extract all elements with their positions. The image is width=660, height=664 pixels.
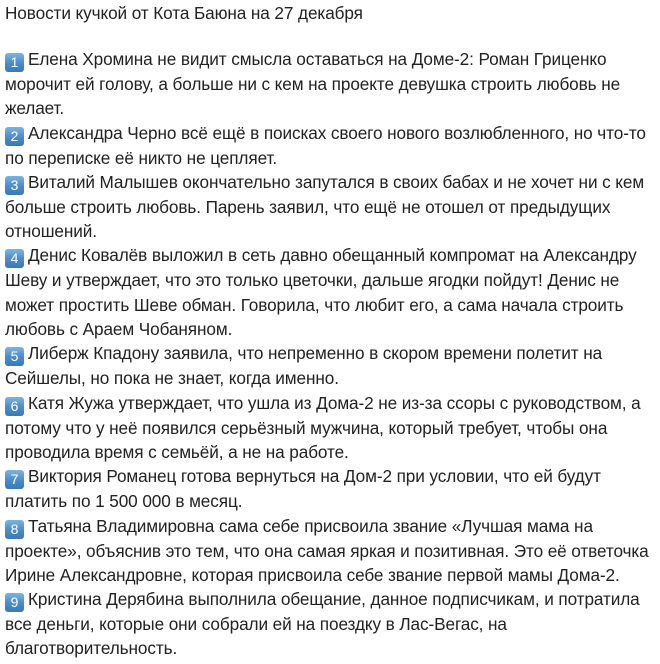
news-item-9	[5, 587, 654, 661]
news-item-text: Катя Жужа утверждает, что ушла из Дома-2 не из-за ссоры с руководством, а потому что у неё появился серьёзный мужчина, который требует, чтобы она проводила время с семьёй, а не на работе.	[5, 392, 641, 462]
news-item-8	[5, 514, 654, 588]
news-item-6	[5, 391, 654, 465]
keycap-4-icon: 4	[5, 249, 24, 268]
news-item-text: Кристина Дерябина выполнила обещание, данное подписчикам, и потратила все деньги, которые они собрали ей на поездку в Лас-Вегас, на благотворительность.	[5, 589, 640, 659]
news-item-text: Виталий Малышев окончательно запутался в своих бабах и не хочет ни с кем больше строить любовь. Парень заявил, что ещё не отошел от предыдущих отношений.	[5, 171, 645, 242]
news-item-7	[5, 464, 654, 513]
keycap-2-icon: 2	[5, 127, 24, 146]
keycap-5-icon: 5	[5, 347, 24, 366]
news-item-text: Елена Хромина не видит смысла оставаться на Доме-2: Роман Гриценко морочит ей голову, а больше ни с кем на проекте девушка строить любовь не желает.	[5, 49, 621, 119]
news-item-text: Виктория Романец готова вернуться на Дом-2 при условии, что ей будут платить по 1 500 000 в месяц.	[5, 466, 601, 512]
news-item-text: Татьяна Владимировна сама себе присвоила звание «Лучшая мама на проекте», объяснив это тем, что она самая яркая и позитивная. Это её ответочка Ирине Александровне, которая присвоила себе звание первой мамы Дома-2.	[5, 515, 649, 585]
keycap-6-icon: 6	[5, 397, 24, 416]
keycap-7-icon: 7	[5, 470, 24, 489]
news-item-1	[5, 47, 654, 121]
news-item-text: Либерж Кпадону заявила, что непременно в скором времени полетит на Сейшелы, но пока не знает, когда именно.	[5, 343, 603, 389]
news-item-2	[5, 121, 654, 170]
news-item-3	[5, 170, 654, 244]
news-item-4	[5, 243, 654, 341]
keycap-1-icon: 1	[5, 53, 24, 72]
keycap-8-icon: 8	[5, 520, 24, 539]
news-item-text: Денис Ковалёв выложил в сеть давно обещанный компромат на Александру Шеву и утверждает, что это только цветочки, дальше ягодки пойдут! Денис не может простить Шеве обман. Говорила, что любит его, а сама начала строить любовь с Араем Чобаняном.	[5, 245, 637, 340]
news-item-5	[5, 341, 654, 390]
news-item-text: Александра Черно всё ещё в поисках своего нового возлюбленного, но что-то по переписке её никто не цепляет.	[5, 122, 646, 168]
keycap-9-icon: 9	[5, 593, 24, 612]
spacer	[5, 25, 654, 47]
digest-title: Новости кучкой от Кота Баюна на 27 декабря	[5, 3, 363, 23]
news-digest	[0, 1, 660, 661]
keycap-3-icon: 3	[5, 176, 24, 195]
